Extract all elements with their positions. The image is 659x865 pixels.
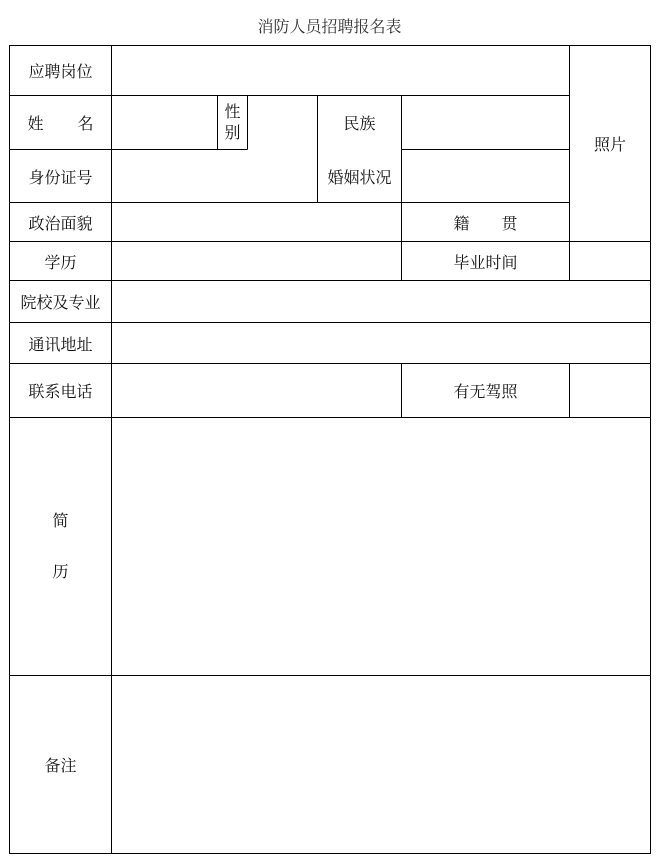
label-education: 学历 — [44, 252, 77, 272]
position-field[interactable] — [112, 46, 569, 95]
resume-field[interactable] — [112, 418, 650, 675]
label-resume-char-2: 历 — [52, 561, 69, 581]
label-resume-char-1: 简 — [52, 510, 69, 530]
id-number-field[interactable] — [112, 150, 317, 202]
label-gender-char-1: 性 — [224, 101, 241, 121]
label-remarks: 备注 — [44, 756, 77, 775]
name-field[interactable] — [112, 96, 217, 149]
label-name — [10, 96, 111, 149]
ethnicity-field[interactable] — [402, 96, 569, 149]
label-driver-license: 有无驾照 — [453, 382, 518, 401]
remarks-field[interactable] — [112, 676, 650, 853]
driver-license-field[interactable] — [570, 364, 650, 417]
photo-area[interactable]: 照片 — [593, 135, 626, 154]
label-name-char-1: 姓 — [27, 114, 44, 133]
label-phone: 联系电话 — [28, 382, 93, 401]
label-ethnicity: 民族 — [343, 114, 376, 133]
label-hometown-char-2: 贯 — [501, 213, 518, 233]
label-hometown-char-1: 籍 — [453, 213, 470, 233]
label-id-number: 身份证号 — [28, 167, 93, 187]
label-hometown — [402, 203, 569, 241]
phone-field[interactable] — [112, 364, 401, 417]
label-address: 通讯地址 — [28, 334, 93, 354]
marital-status-field[interactable] — [402, 150, 569, 202]
school-major-field[interactable] — [112, 281, 650, 322]
label-political-status: 政治面貌 — [28, 213, 93, 233]
label-position: 应聘岗位 — [28, 62, 93, 81]
education-field[interactable] — [112, 242, 401, 280]
label-graduation-time: 毕业时间 — [453, 252, 518, 272]
gender-field[interactable] — [248, 96, 317, 149]
form-title: 消防人员招聘报名表 — [257, 17, 402, 36]
label-gender — [218, 96, 247, 149]
label-gender-char-2: 别 — [224, 122, 241, 142]
address-field[interactable] — [112, 323, 650, 363]
label-school-major: 院校及专业 — [20, 293, 101, 312]
label-resume — [10, 418, 111, 675]
label-name-char-2: 名 — [77, 114, 94, 133]
label-marital-status: 婚姻状况 — [327, 167, 392, 187]
political-status-field[interactable] — [112, 203, 401, 241]
graduation-time-field[interactable] — [570, 242, 650, 280]
